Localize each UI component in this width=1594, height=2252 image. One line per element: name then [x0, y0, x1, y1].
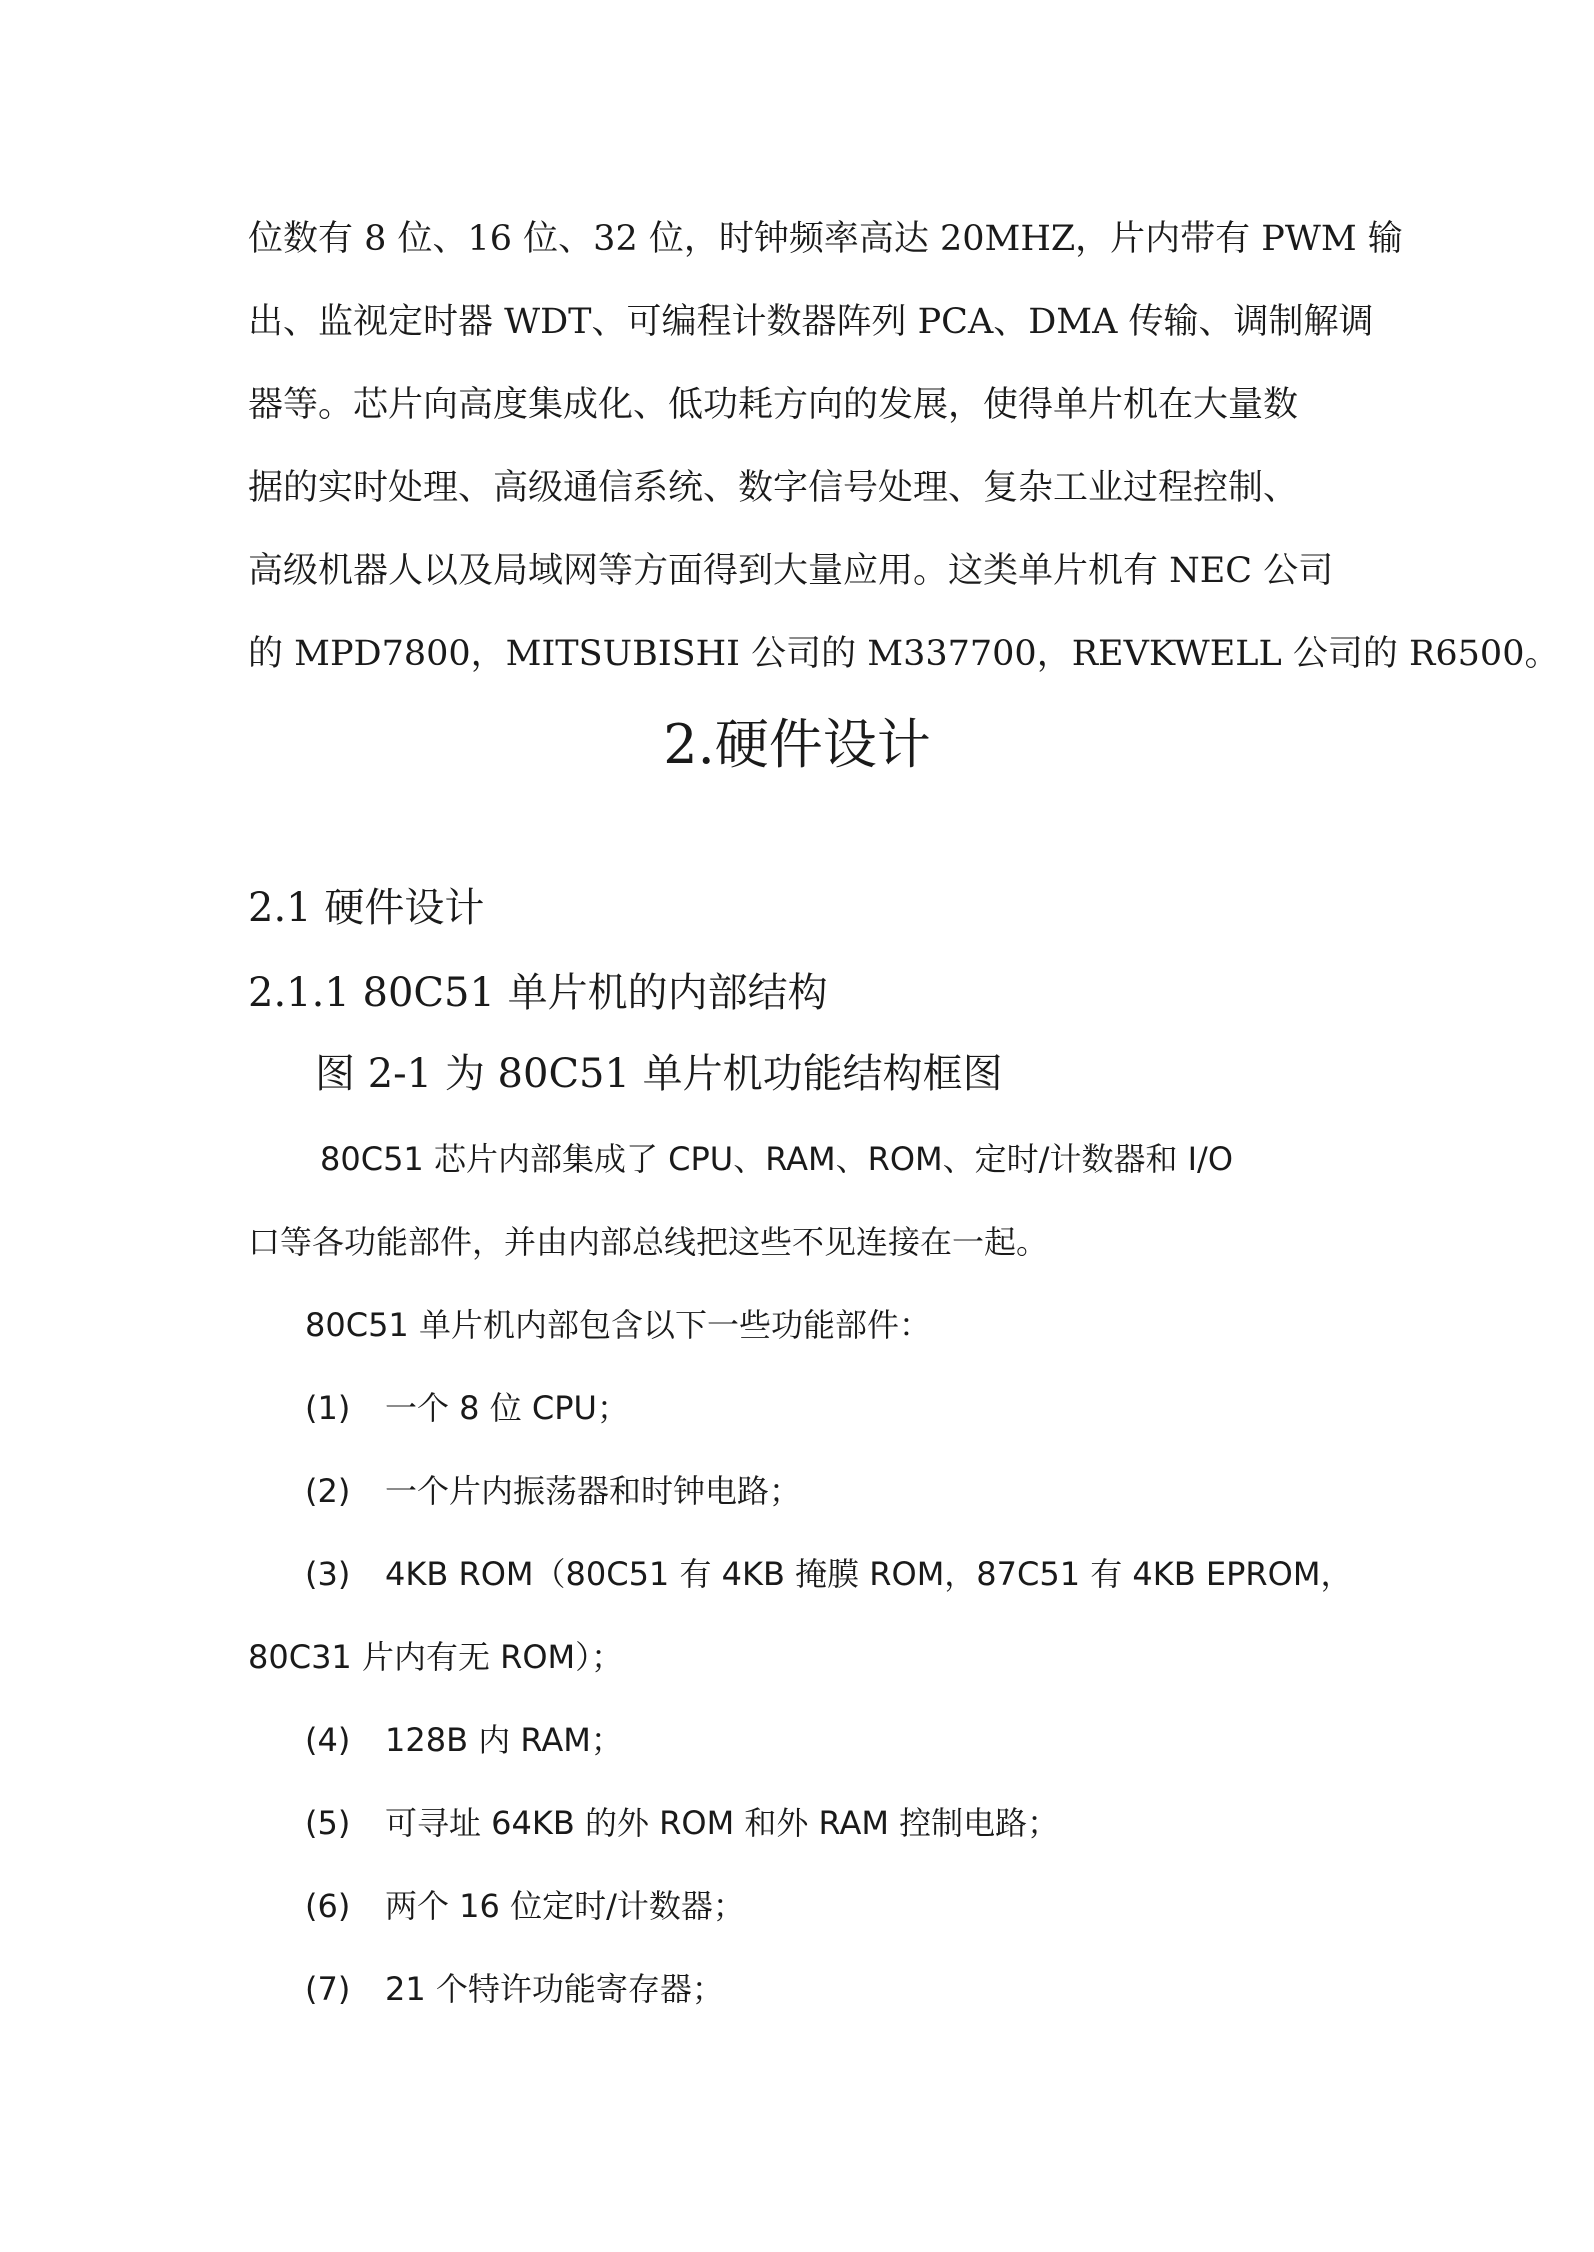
- subsection-title: 2.1.1 80C51 单片机的内部结构: [248, 970, 828, 1016]
- list-number: (3): [305, 1555, 351, 1593]
- intro-line: 高级机器人以及局域网等方面得到大量应用。这类单片机有 NEC 公司: [248, 551, 1334, 591]
- list-item-continuation: 80C31 片内有无 ROM）；: [248, 1638, 624, 1676]
- intro-line: 出、监视定时器 WDT、可编程计数器阵列 PCA、DMA 传输、调制解调: [248, 302, 1374, 342]
- list-number: (2): [305, 1472, 351, 1510]
- paragraph-line: 口等各功能部件，并由内部总线把这些不见连接在一起。: [248, 1223, 1049, 1261]
- list-text: 一个 8 位 CPU；: [385, 1389, 629, 1427]
- intro-line: 的 MPD7800，MITSUBISHI 公司的 M337700，REVKWELL 公司的 R6500。: [248, 634, 1560, 674]
- list-item: [305, 1717, 623, 1763]
- list-item: [305, 1966, 724, 2012]
- paragraph-line: 80C51 单片机内部包含以下一些功能部件：: [305, 1306, 931, 1344]
- list-text: 可寻址 64KB 的外 ROM 和外 RAM 控制电路；: [385, 1804, 1060, 1842]
- list-text: 一个片内振荡器和时钟电路；: [385, 1472, 802, 1510]
- figure-caption: 图 2-1 为 80C51 单片机功能结构框图: [315, 1051, 1003, 1097]
- intro-line: 位数有 8 位、16 位、32 位，时钟频率高达 20MHZ，片内带有 PWM 输: [248, 219, 1403, 259]
- list-item: [305, 1883, 745, 1929]
- section-title: 2.1 硬件设计: [248, 885, 485, 931]
- intro-line: 器等。芯片向高度集成化、低功耗方向的发展，使得单片机在大量数: [248, 385, 1299, 425]
- chapter-title: 2.硬件设计: [663, 713, 931, 776]
- list-item: [305, 1468, 801, 1514]
- list-number: (1): [305, 1389, 351, 1427]
- list-number: (6): [305, 1887, 351, 1925]
- list-item: [305, 1800, 1059, 1846]
- list-text: 128B 内 RAM；: [385, 1721, 623, 1759]
- list-number: (5): [305, 1804, 351, 1842]
- list-item: [305, 1385, 629, 1431]
- list-text: 4KB ROM（80C51 有 4KB 掩膜 ROM，87C51 有 4KB EPROM，: [385, 1555, 1353, 1593]
- list-number: (4): [305, 1721, 351, 1759]
- list-text: 两个 16 位定时/计数器；: [385, 1887, 745, 1925]
- intro-line: 据的实时处理、高级通信系统、数字信号处理、复杂工业过程控制、: [248, 468, 1299, 508]
- list-text: 21 个特许功能寄存器；: [385, 1970, 724, 2008]
- paragraph-line: 80C51 芯片内部集成了 CPU、RAM、ROM、定时/计数器和 I/O: [320, 1140, 1234, 1178]
- list-item: [305, 1551, 1352, 1597]
- list-number: (7): [305, 1970, 351, 2008]
